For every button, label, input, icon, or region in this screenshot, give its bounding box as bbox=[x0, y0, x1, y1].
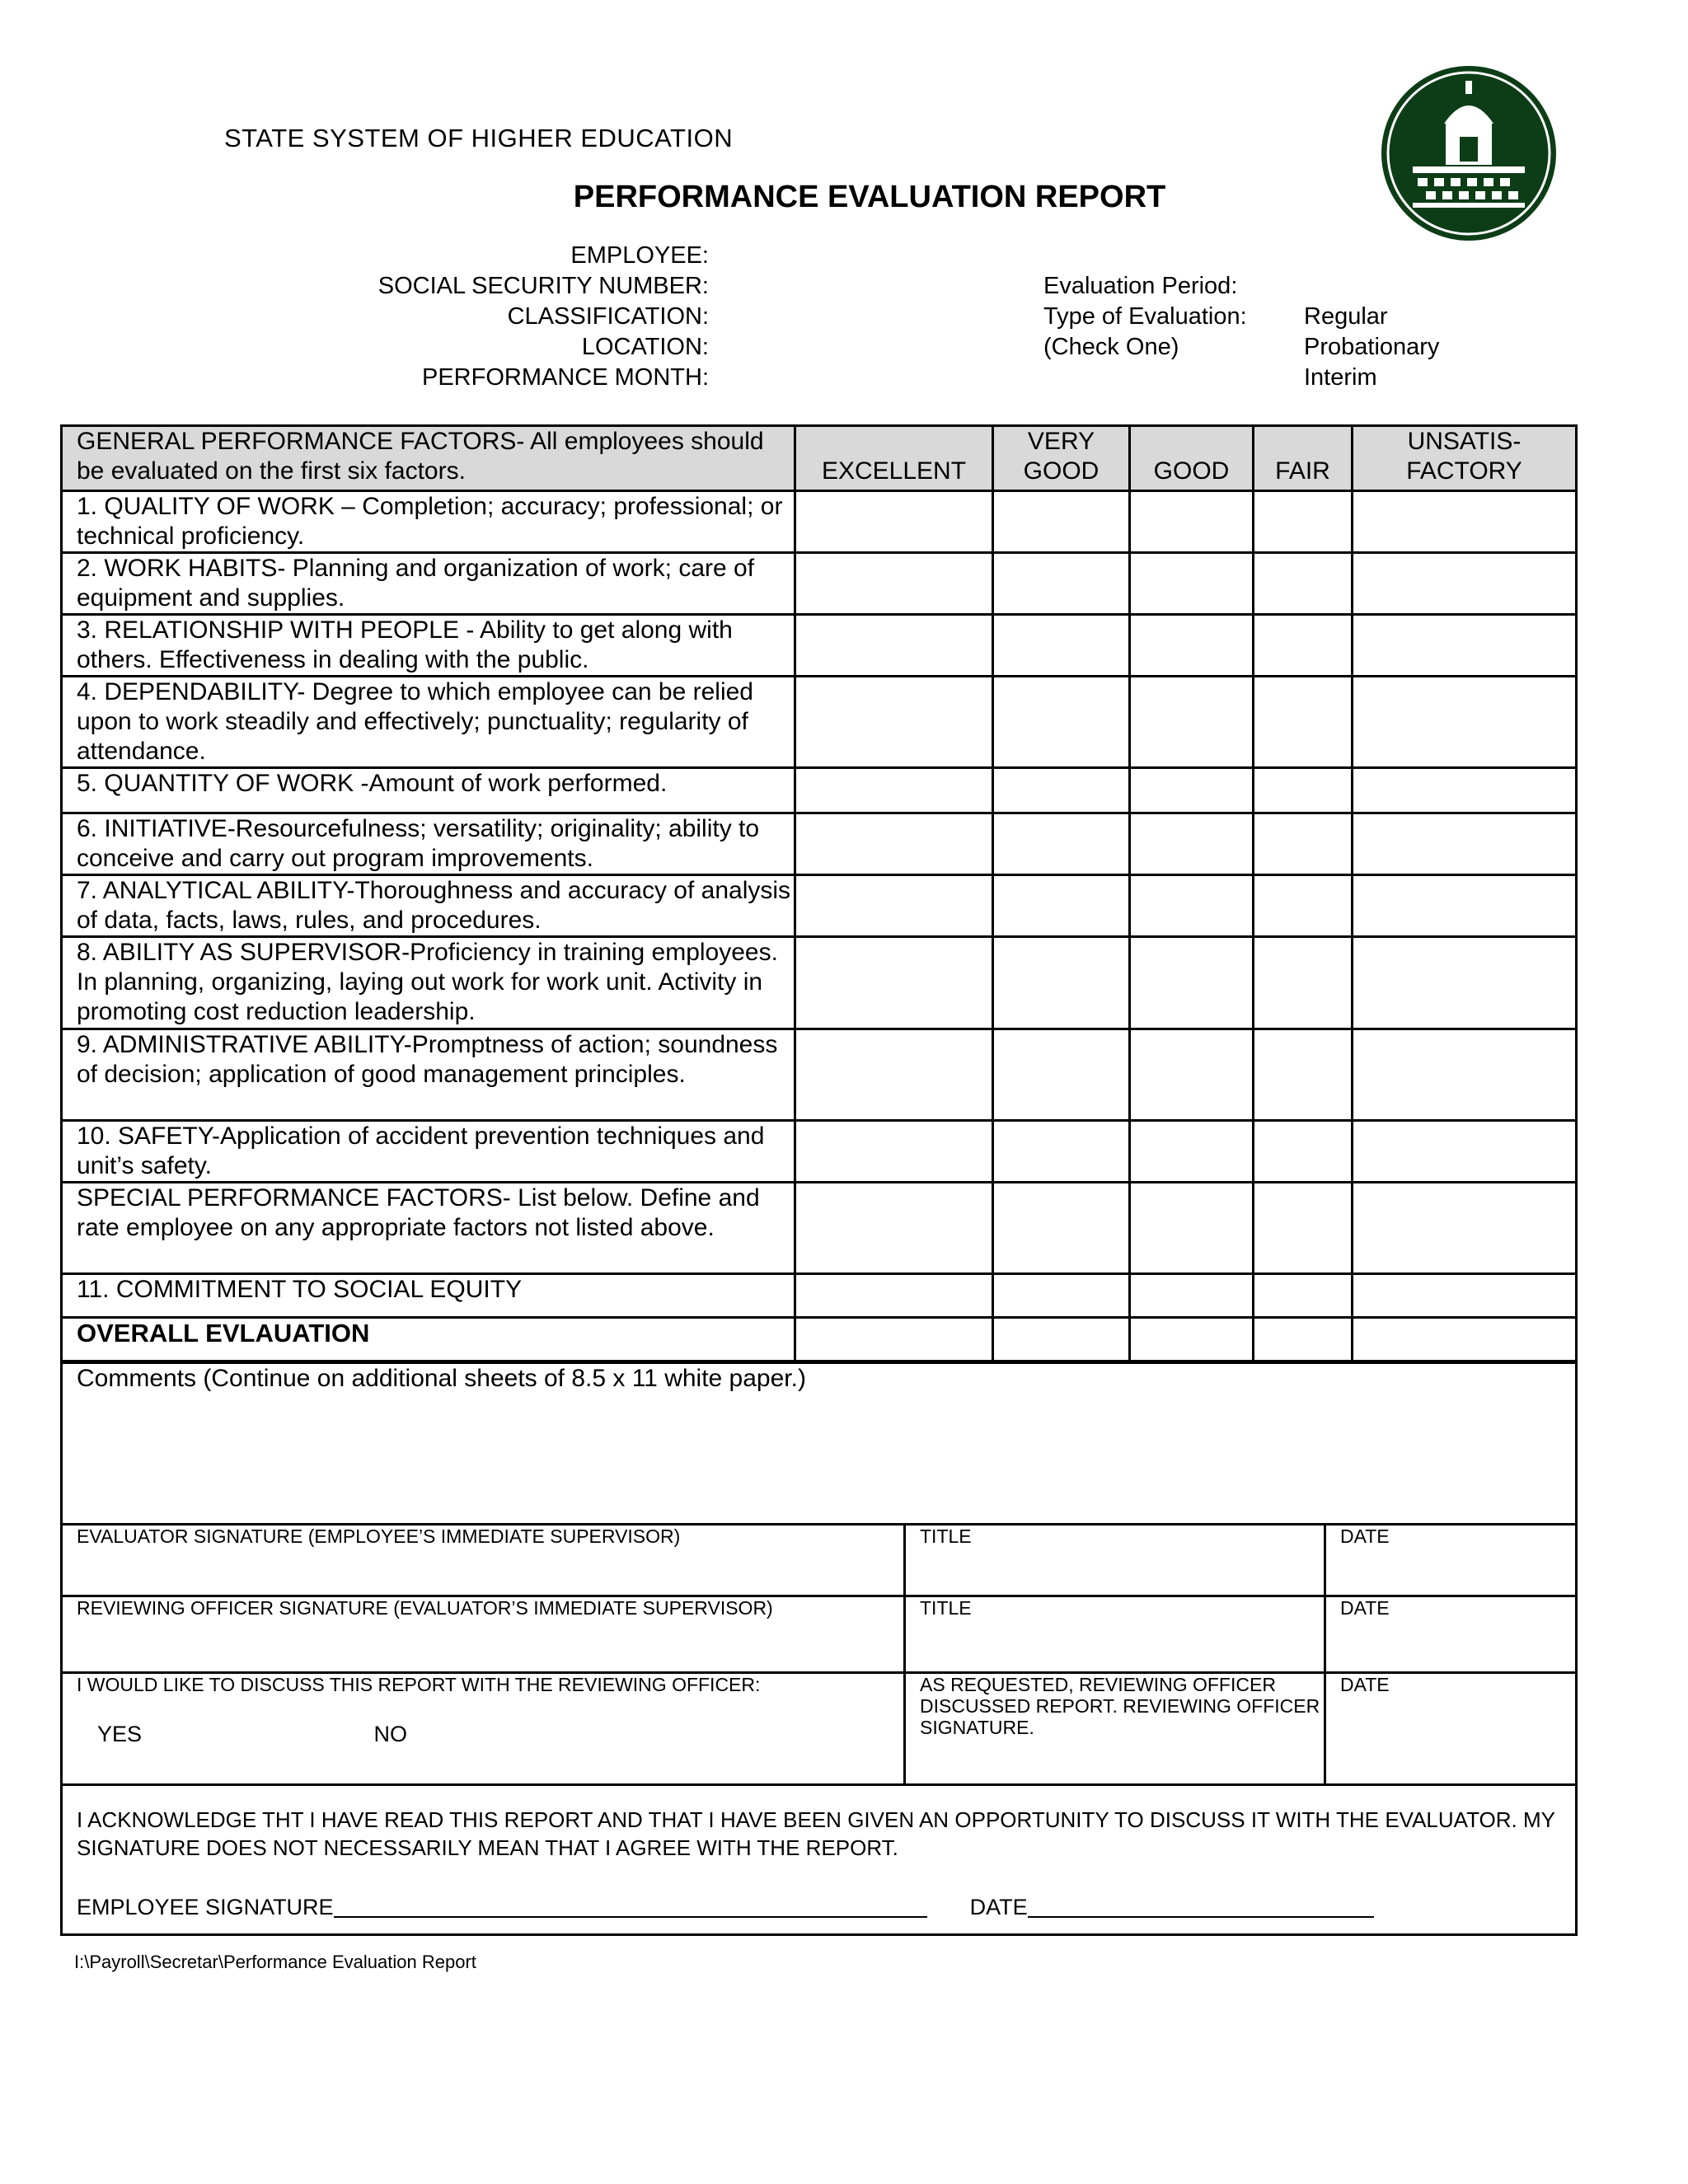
col-very-good: VERY GOOD bbox=[993, 426, 1130, 491]
classification-label: CLASSIFICATION: bbox=[507, 303, 709, 330]
capitol-dome-seal-icon bbox=[1380, 64, 1558, 242]
rating-box[interactable] bbox=[795, 677, 993, 768]
rating-box[interactable] bbox=[1130, 768, 1254, 813]
rating-box[interactable] bbox=[1353, 1029, 1577, 1121]
factor-cell: 9. ADMINISTRATIVE ABILITY-Promptness of action; soundness of decision; application of good management principles. bbox=[62, 1029, 795, 1121]
rating-box[interactable] bbox=[1254, 875, 1353, 937]
rating-box[interactable] bbox=[1130, 1274, 1254, 1318]
rating-box[interactable] bbox=[1353, 1183, 1577, 1274]
location-label: LOCATION: bbox=[581, 334, 709, 360]
factor-row bbox=[62, 553, 1577, 615]
rating-box[interactable] bbox=[1130, 1183, 1254, 1274]
rating-box[interactable] bbox=[1254, 1183, 1353, 1274]
factor-cell: 10. SAFETY-Application of accident prevention techniques and unit’s safety. bbox=[62, 1121, 795, 1183]
factor-row bbox=[62, 937, 1577, 1029]
rating-box[interactable] bbox=[795, 1183, 993, 1274]
rating-box[interactable] bbox=[1130, 1318, 1254, 1363]
factor-row bbox=[62, 1121, 1577, 1183]
rating-box[interactable] bbox=[1130, 615, 1254, 677]
factor-row bbox=[62, 875, 1577, 937]
comments-box[interactable] bbox=[62, 1361, 1577, 1525]
overall-evaluation-label: OVERALL EVLAUATION bbox=[62, 1318, 795, 1363]
discuss-report-field: I WOULD LIKE TO DISCUSS THIS REPORT WITH THE REVIEWING OFFICER: YES NO bbox=[62, 1673, 905, 1785]
rating-box[interactable] bbox=[1353, 677, 1577, 768]
factor-row bbox=[62, 677, 1577, 768]
employee-field-labels bbox=[247, 241, 709, 393]
rating-box[interactable] bbox=[1353, 1318, 1577, 1363]
type-option-probationary[interactable]: Probationary bbox=[1304, 334, 1440, 360]
rating-box[interactable] bbox=[1254, 553, 1353, 615]
rating-box[interactable] bbox=[1353, 553, 1577, 615]
rating-box[interactable] bbox=[1353, 1274, 1577, 1318]
factor-cell: 2. WORK HABITS- Planning and organization of work; care of equipment and supplies. bbox=[62, 553, 795, 615]
rating-box[interactable] bbox=[1254, 1274, 1353, 1318]
factor-row bbox=[62, 491, 1577, 553]
ratings-table bbox=[60, 424, 1578, 1364]
rating-box[interactable] bbox=[993, 1318, 1130, 1363]
evaluator-title-field[interactable]: TITLE bbox=[905, 1525, 1325, 1596]
acknowledgment-box bbox=[62, 1785, 1577, 1935]
rating-box[interactable] bbox=[993, 491, 1130, 553]
rating-box[interactable] bbox=[1254, 1029, 1353, 1121]
ssn-label: SOCIAL SECURITY NUMBER: bbox=[377, 273, 709, 299]
rating-box[interactable] bbox=[1254, 813, 1353, 875]
factor-row bbox=[62, 1274, 1577, 1318]
rating-box[interactable] bbox=[993, 813, 1130, 875]
col-excellent: EXCELLENT bbox=[795, 426, 993, 491]
employee-date-line[interactable] bbox=[1028, 1895, 1374, 1918]
as-requested-field[interactable]: AS REQUESTED, REVIEWING OFFICER DISCUSSED REPORT. REVIEWING OFFICER SIGNATURE. bbox=[905, 1673, 1325, 1785]
rating-box[interactable] bbox=[795, 1318, 993, 1363]
employee-signature-line[interactable] bbox=[334, 1895, 927, 1918]
evaluation-type-label: Type of Evaluation: bbox=[1043, 303, 1247, 330]
discussion-date-field[interactable]: DATE bbox=[1325, 1673, 1577, 1785]
factor-row bbox=[62, 1029, 1577, 1121]
rating-box[interactable] bbox=[795, 1274, 993, 1318]
factor-row bbox=[62, 768, 1577, 813]
col-unsatisfactory: UNSATIS- FACTORY bbox=[1353, 426, 1577, 491]
rating-box[interactable] bbox=[993, 768, 1130, 813]
rating-box[interactable] bbox=[795, 768, 993, 813]
yes-option[interactable]: YES bbox=[97, 1722, 143, 1746]
check-one-label: (Check One) bbox=[1043, 334, 1179, 360]
rating-box[interactable] bbox=[993, 1183, 1130, 1274]
rating-box[interactable] bbox=[993, 615, 1130, 677]
organization-name: STATE SYSTEM OF HIGHER EDUCATION bbox=[224, 124, 734, 152]
rating-box[interactable] bbox=[1254, 1121, 1353, 1183]
page-title: PERFORMANCE EVALUATION REPORT bbox=[573, 180, 1166, 214]
rating-box[interactable] bbox=[795, 875, 993, 937]
rating-box[interactable] bbox=[795, 553, 993, 615]
factor-cell: 8. ABILITY AS SUPERVISOR-Proficiency in training employees. In planning, organizing, laying out work for work unit. Activity in promoting cost reduction leadership. bbox=[62, 937, 795, 1029]
rating-box[interactable] bbox=[795, 615, 993, 677]
rating-box[interactable] bbox=[993, 875, 1130, 937]
factor-row bbox=[62, 615, 1577, 677]
factor-cell: SPECIAL PERFORMANCE FACTORS- List below. Define and rate employee on any appropriate factors not listed above. bbox=[62, 1183, 795, 1274]
rating-box[interactable] bbox=[795, 491, 993, 553]
factor-cell: 11. COMMITMENT TO SOCIAL EQUITY bbox=[62, 1274, 795, 1318]
rating-box[interactable] bbox=[1254, 768, 1353, 813]
rating-box[interactable] bbox=[1254, 491, 1353, 553]
factor-cell: 3. RELATIONSHIP WITH PEOPLE - Ability to get along with others. Effectiveness in dealing with the public. bbox=[62, 615, 795, 677]
reviewing-signature-field[interactable]: REVIEWING OFFICER SIGNATURE (EVALUATOR’S IMMEDIATE SUPERVISOR) bbox=[62, 1596, 905, 1673]
evaluator-date-field[interactable]: DATE bbox=[1325, 1525, 1577, 1596]
rating-box[interactable] bbox=[795, 937, 993, 1029]
signature-section bbox=[60, 1360, 1578, 1936]
rating-box[interactable] bbox=[1130, 553, 1254, 615]
rating-box[interactable] bbox=[795, 1029, 993, 1121]
rating-box[interactable] bbox=[1130, 491, 1254, 553]
rating-box[interactable] bbox=[1254, 677, 1353, 768]
evaluator-signature-field[interactable]: EVALUATOR SIGNATURE (EMPLOYEE’S IMMEDIATE SUPERVISOR) bbox=[62, 1525, 905, 1596]
factor-row bbox=[62, 813, 1577, 875]
rating-box[interactable] bbox=[1130, 1029, 1254, 1121]
rating-box[interactable] bbox=[993, 1121, 1130, 1183]
rating-box[interactable] bbox=[1353, 875, 1577, 937]
rating-box[interactable] bbox=[1353, 491, 1577, 553]
rating-box[interactable] bbox=[1130, 1121, 1254, 1183]
factor-cell: 7. ANALYTICAL ABILITY-Thoroughness and accuracy of analysis of data, facts, laws, rules, and procedures. bbox=[62, 875, 795, 937]
rating-box[interactable] bbox=[1353, 813, 1577, 875]
rating-box[interactable] bbox=[1353, 768, 1577, 813]
no-option[interactable]: NO bbox=[373, 1722, 408, 1746]
rating-box[interactable] bbox=[1130, 875, 1254, 937]
rating-box[interactable] bbox=[795, 813, 993, 875]
factor-cell: 4. DEPENDABILITY- Degree to which employee can be relied upon to work steadily and effectively; punctuality; regularity of attendance. bbox=[62, 677, 795, 768]
rating-box[interactable] bbox=[1254, 615, 1353, 677]
col-good: GOOD bbox=[1130, 426, 1254, 491]
rating-box[interactable] bbox=[1254, 1318, 1353, 1363]
factor-cell: 6. INITIATIVE-Resourcefulness; versatility; originality; ability to conceive and carry out program improvements. bbox=[62, 813, 795, 875]
rating-box[interactable] bbox=[1353, 615, 1577, 677]
rating-box[interactable] bbox=[993, 553, 1130, 615]
evaluation-period-label: Evaluation Period: bbox=[1043, 273, 1238, 299]
factor-cell: 5. QUANTITY OF WORK -Amount of work performed. bbox=[62, 768, 795, 813]
acknowledgment-text: I ACKNOWLEDGE THT I HAVE READ THIS REPORT AND THAT I HAVE BEEN GIVEN AN OPPORTUNITY TO DISCUSS IT WITH THE EVALUATOR. MY SIGNATURE DOES NOT NECESSARILY MEAN THAT I AGREE WITH THE REPORT. bbox=[77, 1807, 1555, 1860]
col-fair: FAIR bbox=[1254, 426, 1353, 491]
overall-evaluation-row bbox=[62, 1318, 1577, 1363]
rating-box[interactable] bbox=[1353, 937, 1577, 1029]
rating-box[interactable] bbox=[1130, 937, 1254, 1029]
factor-cell: 1. QUALITY OF WORK – Completion; accuracy; professional; or technical proficiency. bbox=[62, 491, 795, 553]
employee-date-label: DATE bbox=[969, 1895, 1028, 1919]
rating-box[interactable] bbox=[1353, 1121, 1577, 1183]
type-option-regular[interactable]: Regular bbox=[1304, 303, 1388, 330]
file-path-footer: I:\Payroll\Secretar\Performance Evaluation Report bbox=[74, 1952, 476, 1972]
rating-box[interactable] bbox=[1130, 677, 1254, 768]
general-factors-header: GENERAL PERFORMANCE FACTORS- All employees should be evaluated on the first six factors. bbox=[62, 426, 795, 491]
rating-box[interactable] bbox=[993, 1274, 1130, 1318]
employee-label: EMPLOYEE: bbox=[570, 242, 709, 269]
rating-box[interactable] bbox=[993, 677, 1130, 768]
reviewing-title-field[interactable]: TITLE bbox=[905, 1596, 1325, 1673]
rating-box[interactable] bbox=[1130, 813, 1254, 875]
comments-label: Comments (Continue on additional sheets of 8.5 x 11 white paper.) bbox=[77, 1365, 806, 1392]
rating-box[interactable] bbox=[993, 937, 1130, 1029]
type-option-interim[interactable]: Interim bbox=[1304, 364, 1377, 391]
rating-box[interactable] bbox=[1254, 937, 1353, 1029]
reviewing-date-field[interactable]: DATE bbox=[1325, 1596, 1577, 1673]
rating-box[interactable] bbox=[795, 1121, 993, 1183]
ratings-header-row bbox=[62, 426, 1577, 491]
factor-row bbox=[62, 1183, 1577, 1274]
evaluation-labels bbox=[1043, 271, 1247, 363]
rating-box[interactable] bbox=[993, 1029, 1130, 1121]
performance-month-label: PERFORMANCE MONTH: bbox=[422, 364, 709, 391]
evaluation-type-options bbox=[1304, 302, 1439, 393]
employee-signature-label: EMPLOYEE SIGNATURE bbox=[77, 1895, 334, 1919]
